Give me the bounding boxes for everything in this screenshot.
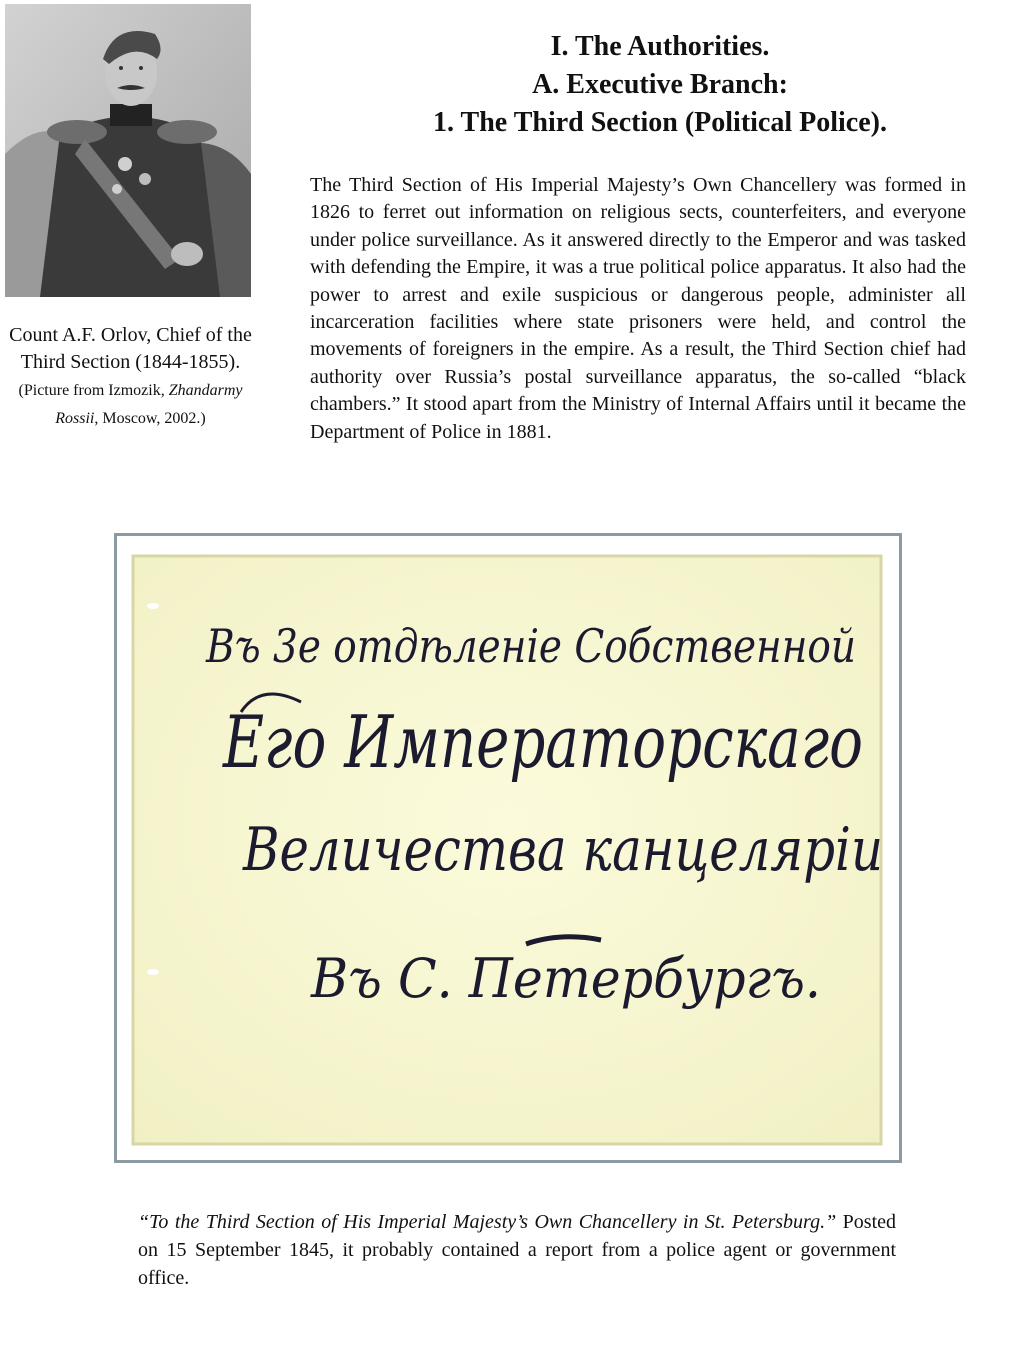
heading-line-3: 1. The Third Section (Political Police). <box>433 107 887 138</box>
heading-line-2: A. Executive Branch: <box>532 69 788 100</box>
intro-paragraph: The Third Section of His Imperial Majesty’s Own Chancellery was formed in 1826 to ferret out information on religious sects, counterfeiters, and everyone under police surveillance. As it answered directly to the Emperor and was tasked with defending the Empire, it was a true political police apparatus. It also had the power to arrest and exile suspicious or dangerous people, administer all incarceration facilities where state prisoners were held, and control the movements of foreigners in the empire. As a result, the Third Section chief had authority over Russia’s postal surveillance apparatus, the so-called “black chambers.” It stood apart from the Ministry of Internal Affairs until it became the Department of Police in 1881. <box>310 174 966 443</box>
envelope-caption-quote: “To the Third Section of His Imperial Majesty’s Own Chancellery in St. Petersburg.” <box>138 1211 837 1233</box>
portrait-engraving <box>5 4 251 297</box>
caption-source-title: Zhandarmy Rossii <box>55 382 243 427</box>
envelope-address-line-4: Въ С. Петербургъ. <box>310 947 821 1010</box>
page-heading <box>300 28 1020 142</box>
envelope-address-line-2: Его Императорскаго <box>221 700 863 784</box>
envelope-image <box>131 552 883 1148</box>
heading-line-1: I. The Authorities. <box>550 31 770 62</box>
envelope-caption-description: Posted on 15 September 1845, it probably contained a report from a police agent or government office. <box>138 1211 897 1289</box>
envelope-caption <box>138 1208 896 1292</box>
envelope-address-line-1: Въ 3е отдѣленіе Собственной <box>205 619 857 673</box>
caption-source-suffix: , Moscow, 2002.) <box>94 410 206 427</box>
caption-source-prefix: (Picture from Izmozik, <box>18 382 165 399</box>
portrait-caption-main: Count A.F. Orlov, Chief of the Third Section (1844-1855). <box>9 324 252 373</box>
envelope-address-line-3: Величества канцеляріи <box>242 815 884 885</box>
portrait-caption-source <box>19 382 243 427</box>
portrait-caption <box>8 322 253 432</box>
envelope-frame <box>114 533 902 1163</box>
